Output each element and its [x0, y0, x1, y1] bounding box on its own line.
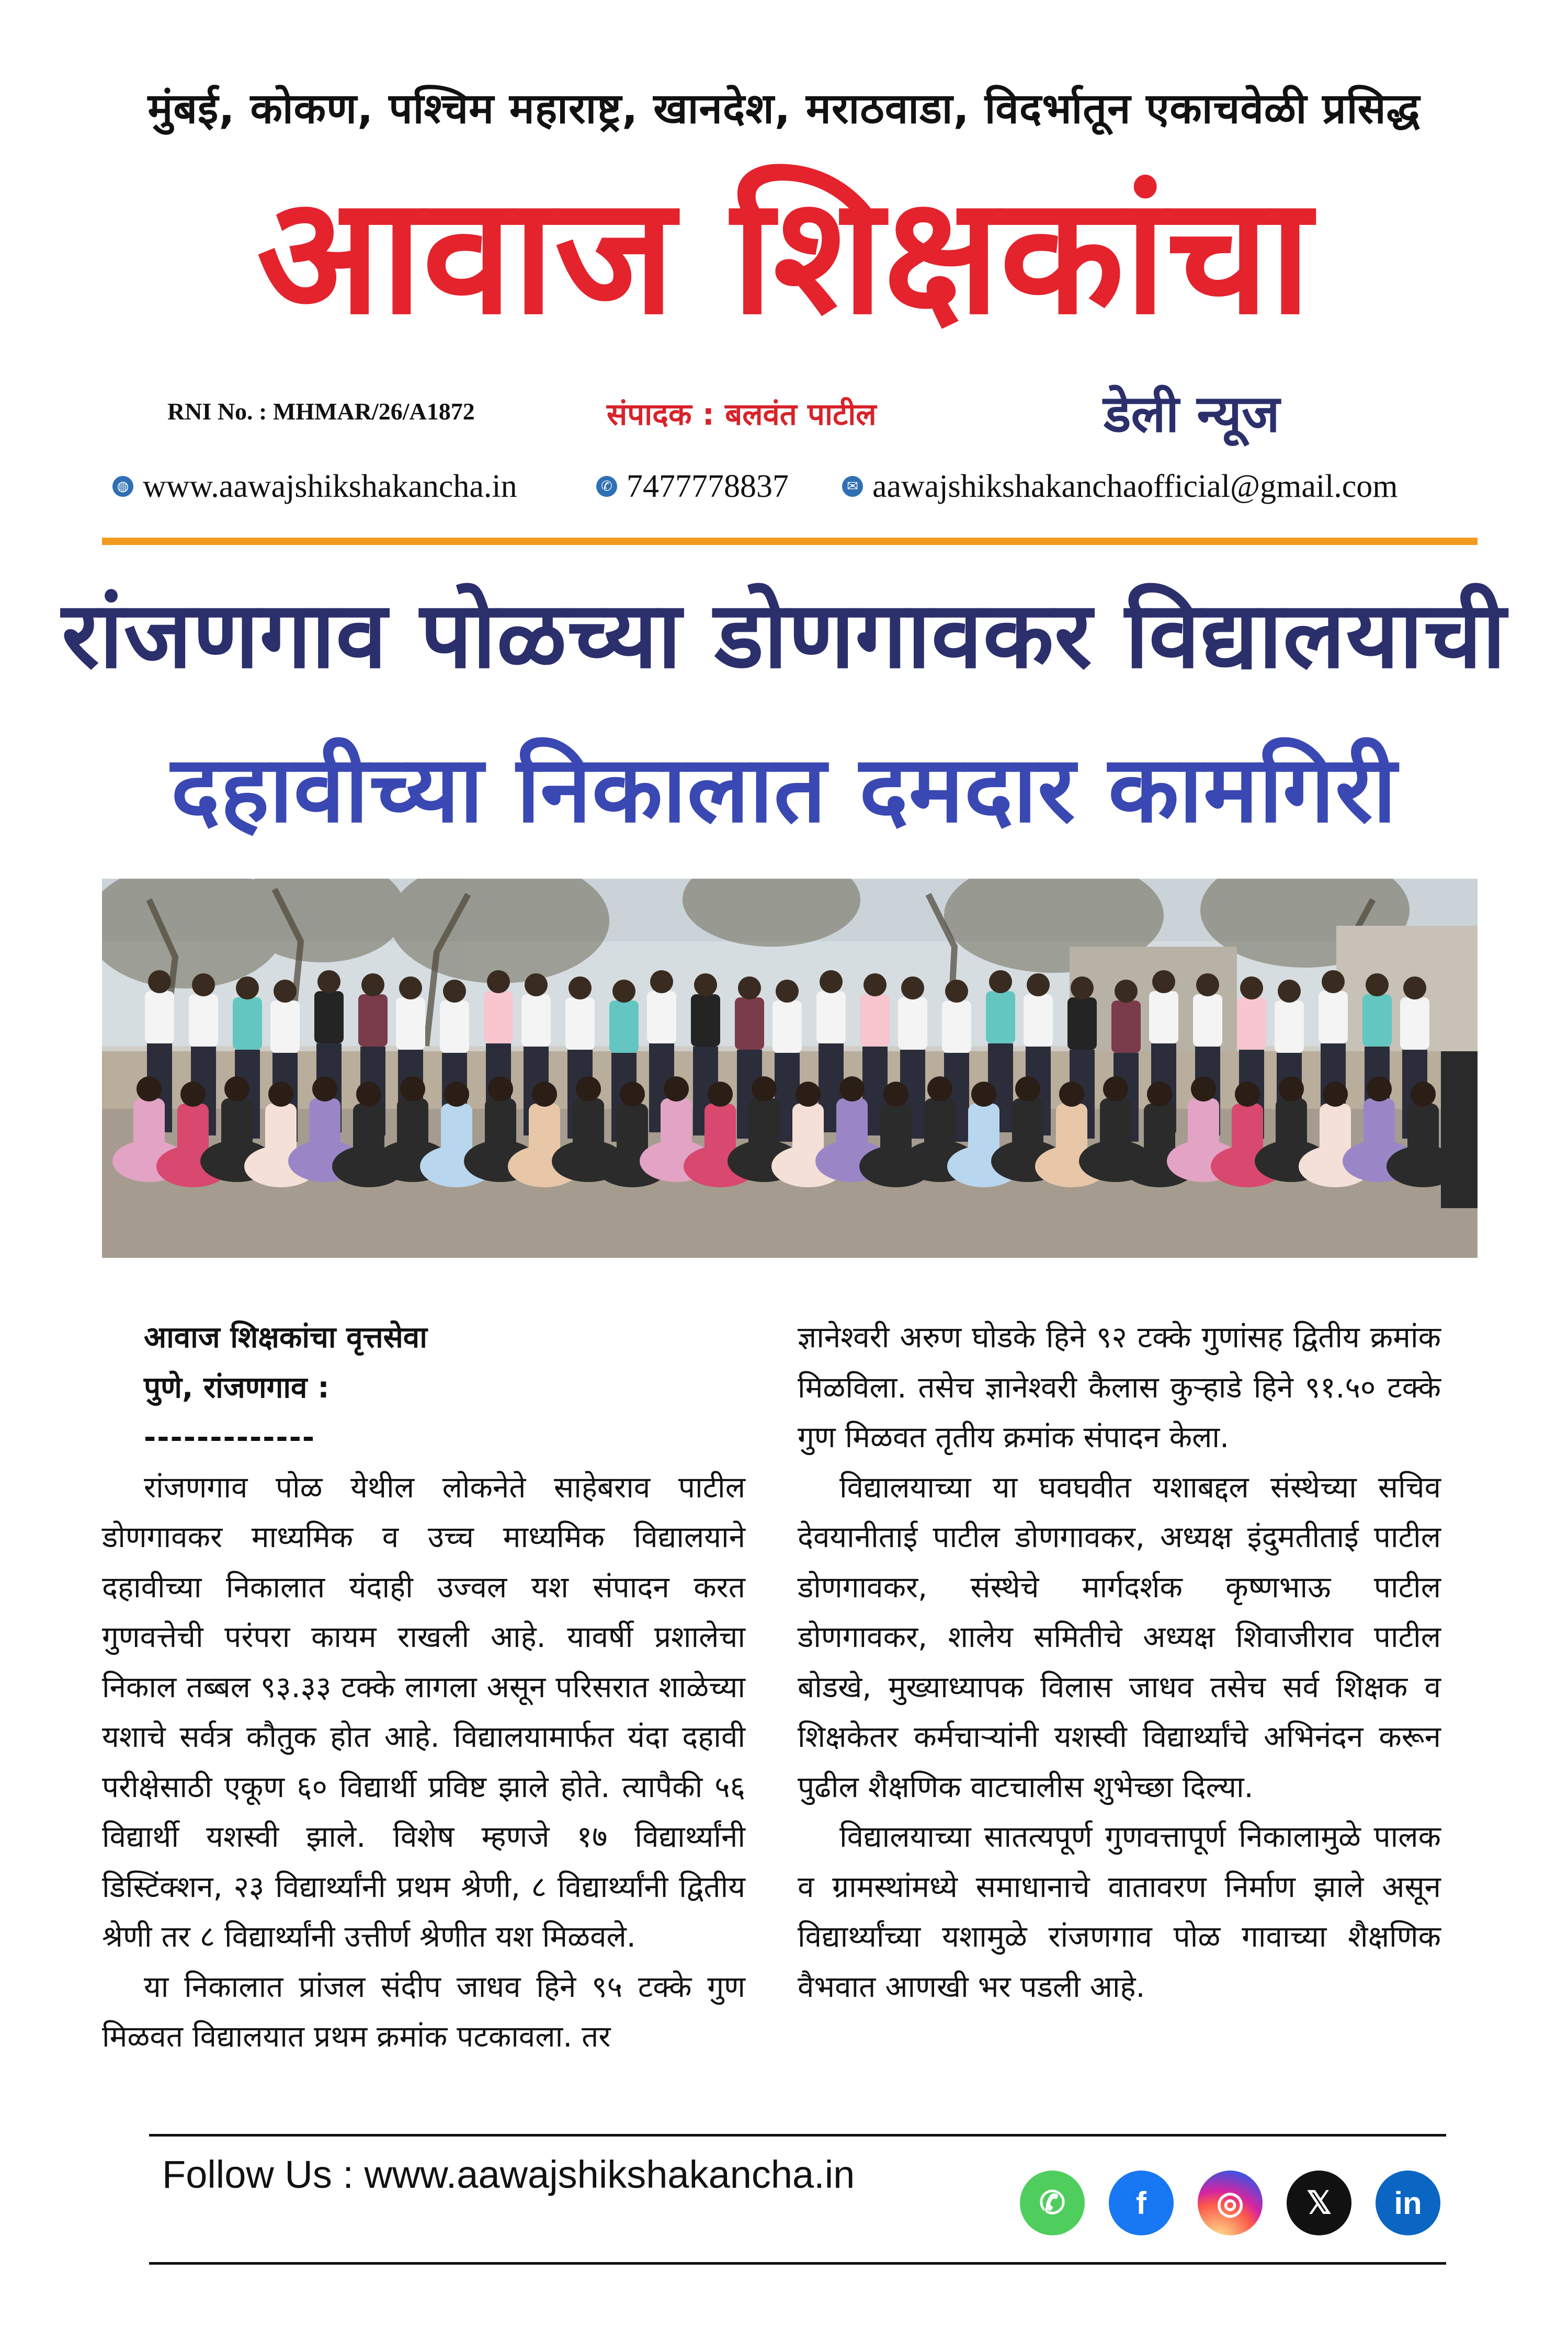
rni-number: RNI No. : MHMAR/26/A1872 — [167, 398, 475, 425]
byline-dateline: पुणे, रांजणगाव : — [144, 1370, 329, 1405]
masthead-title: आवाज शिक्षकांचा — [256, 162, 1312, 350]
instagram-icon[interactable]: ◎ — [1198, 2171, 1263, 2235]
facebook-icon[interactable]: f — [1109, 2171, 1174, 2235]
byline-divider: ------------- — [144, 1421, 316, 1455]
email-text: aawajshikshakanchaofficial@gmail.com — [872, 468, 1398, 504]
paragraph: विद्यालयाच्या सातत्यपूर्ण गुणवत्तापूर्ण निकालामुळे पालक व ग्रामस्थांमध्ये समाधानाचे वातावरण निर्माण झाले असून विद्यार्थ्यांच्या यशामुळे रांजणगाव पोळ गावाच्या शैक्षणिक वैभवात आणखी भर पडली आहे. — [798, 1820, 1441, 2004]
edition-label: डेली न्यूज — [1104, 384, 1280, 444]
article-column-right — [798, 1313, 1441, 2012]
phone-text: 7477778837 — [627, 468, 789, 504]
email-icon: ✉ — [842, 476, 863, 497]
group-photo — [102, 879, 1478, 1258]
globe-icon: ◍ — [112, 476, 133, 497]
phone-icon: ✆ — [596, 476, 617, 497]
tagline: मुंबई, कोकण, पश्चिम महाराष्ट्र, खानदेश, मराठवाडा, विदर्भातून एकाचवेळी प्रसिद्ध — [147, 84, 1421, 133]
follow-us-text[interactable]: Follow Us : www.aawajshikshakancha.in — [162, 2153, 855, 2196]
contact-email[interactable] — [842, 465, 1398, 507]
editor-credit: संपादक : बलवंत पाटील — [607, 396, 877, 432]
headline-line-1: रांजणगाव पोळच्या डोणगावकर विद्यालयाची — [61, 582, 1507, 689]
footer-rule-top — [149, 2134, 1446, 2137]
contact-phone[interactable] — [596, 465, 789, 507]
linkedin-icon[interactable]: in — [1376, 2171, 1440, 2235]
paragraph: विद्यालयाच्या या घवघवीत यशाबद्दल संस्थेच्या सचिव देवयानीताई पाटील डोणगावकर, अध्यक्ष इंदुमतीताई पाटील डोणगावकर, संस्थेचे मार्गदर्शक कृष्णभाऊ पाटील डोणगावकर, शालेय समितीचे अध्यक्ष शिवाजीराव पाटील बोडखे, मुख्याध्यापक विलास जाधव तसेच सर्व शिक्षक व शिक्षकेतर कर्मचाऱ्यांनी यशस्वी विद्यार्थ्यांचे अभिनंदन करून पुढील शैक्षणिक वाटचालीस शुभेच्छा दिल्या. — [798, 1470, 1441, 1804]
orange-divider — [102, 538, 1478, 545]
whatsapp-icon[interactable]: ✆ — [1020, 2171, 1085, 2235]
paragraph: रांजणगाव पोळ येथील लोकनेते साहेबराव पाटील डोणगावकर माध्यमिक व उच्च माध्यमिक विद्यालयाने दहावीच्या निकालात यंदाही उज्वल यश संपादन करत गुणवत्तेची परंपरा कायम राखली आहे. यावर्षी प्रशालेचा निकाल तब्बल ९३.३३ टक्के लागला असून परिसरात शाळेच्या यशाचे सर्वत्र कौतुक होत आहे. विद्यालयामार्फत यंदा दहावी परीक्षेसाठी एकूण ६० विद्यार्थी प्रविष्ट झाले होते. त्यापैकी ५६ विद्यार्थी यशस्वी झाले. विशेष म्हणजे १७ विद्यार्थ्यांनी डिस्टिंक्शन, २३ विद्यार्थ्यांनी प्रथम श्रेणी, ८ विद्यार्थ्यांनी द्वितीय श्रेणी तर ८ विद्यार्थ्यांनी उत्तीर्ण श्रेणीत यश मिळवले. — [102, 1470, 745, 1954]
contact-website[interactable] — [112, 465, 517, 507]
headline-line-2: दहावीच्या निकालात दमदार कामगिरी — [171, 736, 1397, 843]
x-icon[interactable]: 𝕏 — [1287, 2171, 1351, 2235]
paragraph: ज्ञानेश्वरी अरुण घोडके हिने ९२ टक्के गुणांसह द्वितीय क्रमांक मिळविला. तसेच ज्ञानेश्वरी कैलास कुऱ्हाडे हिने ९१.५० टक्के गुण मिळवत तृतीय क्रमांक संपादन केला. — [798, 1321, 1441, 1455]
byline-agency: आवाज शिक्षकांचा वृत्तसेवा — [144, 1321, 427, 1355]
article-column-left — [102, 1313, 745, 2062]
footer-rule-bottom — [149, 2262, 1446, 2265]
website-text: www.aawajshikshakancha.in — [143, 468, 517, 504]
paragraph: या निकालात प्रांजल संदीप जाधव हिने ९५ टक्के गुण मिळवत विद्यालयात प्रथम क्रमांक पटकावला. तर — [102, 1970, 745, 2054]
